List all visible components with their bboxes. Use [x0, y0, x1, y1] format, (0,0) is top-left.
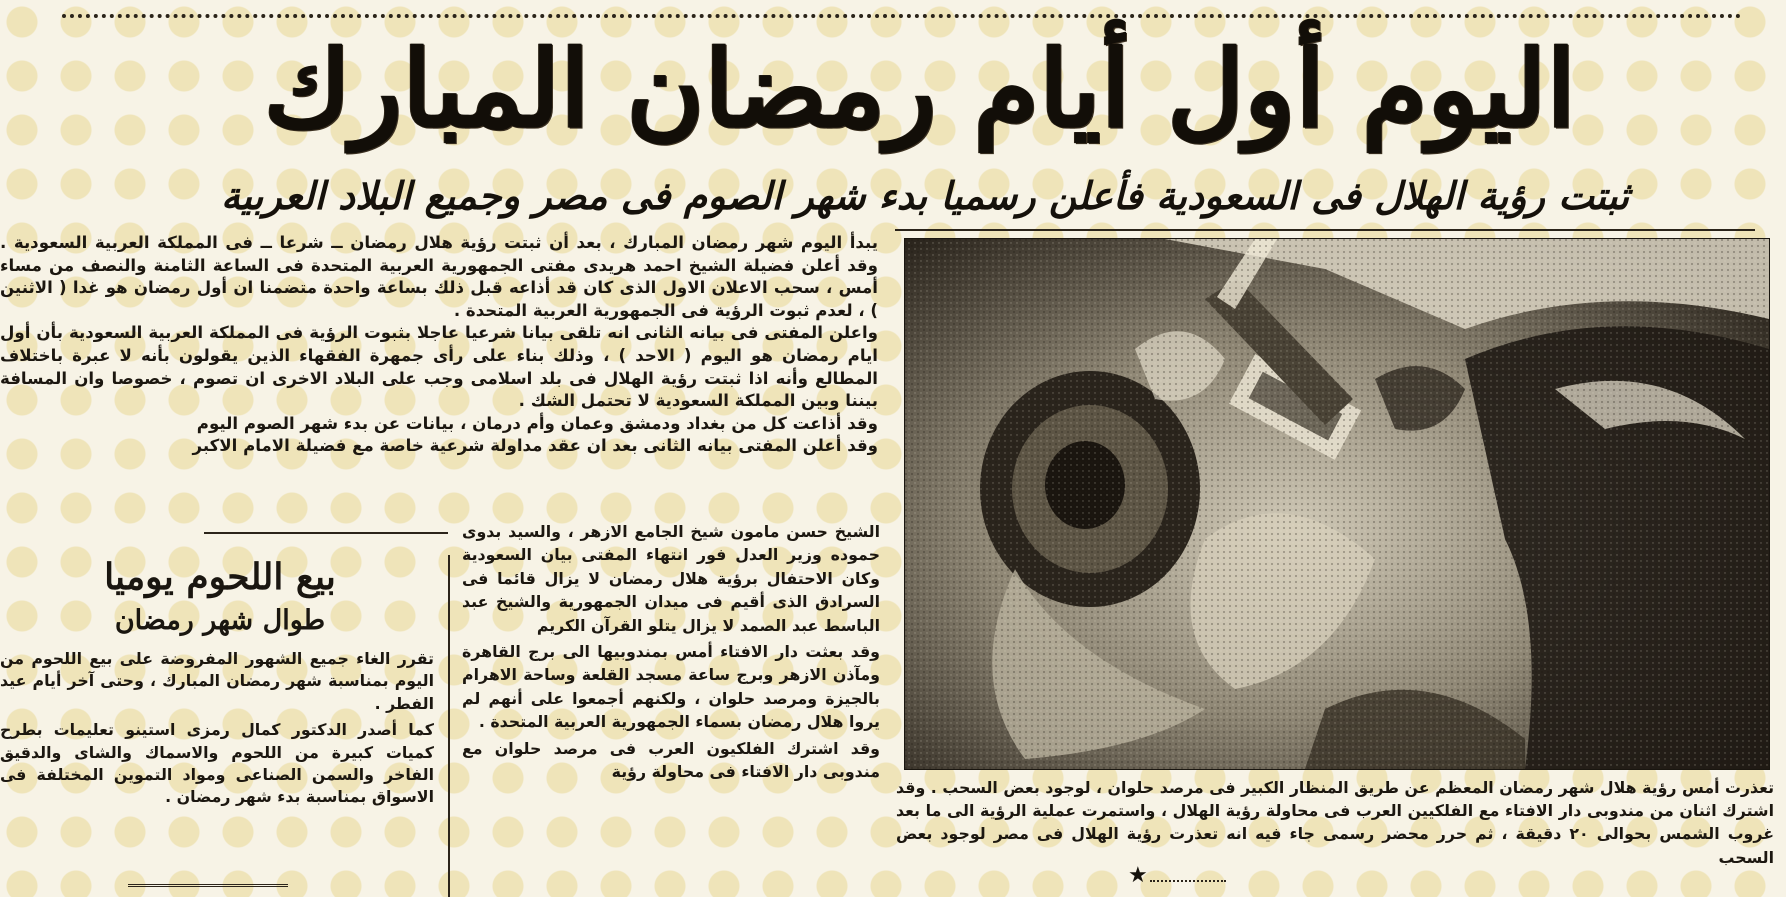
article-paragraph: وقد بعثت دار الافتاء أمس بمندوبيها الى برج القاهرة ومآذن الازهر وبرج ساعة مسجد القلعة وساحة الاهرام بالجيزة ومرصد حلوان ، ولكنهم أجمعوا على أنهم لم يروا هلال رمضان بسماء الجمهورية العربية المتحدة . — [462, 642, 880, 732]
sidebar-paragraph: كما أصدر الدكتور كمال رمزى استينو تعليمات بطرح كميات كبيرة من اللحوم والاسماك والشاى والدقيق الفاخر والسمن الصناعى ومواد التموين المختلفة فى الاسواق بمناسبة بدء شهر رمضان . — [0, 720, 434, 807]
caption-line: تعذرت أمس رؤية هلال شهر رمضان المعظم عن طريق المنظار الكبير فى مرصد حلوان ، لوجود بعض السحب . وقد اشترك اثنان من مندوبى دار الافتاء مع الفلكيين العرب فى محاولة رؤية الهلال ، — [896, 778, 1775, 821]
end-dotted-rule — [1150, 880, 1226, 882]
caption-line: واستمرت عملية الرؤية الى ما بعد غروب الشمس بحوالى ٢٠ دقيقة ، ثم حرر محضر رسمى جاء فيه انه تعذرت رؤية الهلال فى مصر لوجود بعض السحب — [896, 801, 1774, 867]
lead-paragraph: واعلن المفتى فى بيانه الثانى انه تلقى بيانا شرعيا عاجلا بثبوت الرؤية فى المملكة العربية السعودية بأن أول ايام رمضان هو اليوم ( الاحد ) ، وذلك بناء على رأى جمهرة الفقهاء الذين يقولون بأنه لا عبرة باختلاف المطالع وأنه اذا ثبتت رؤية الهلال فى بلد اسلامى وجب على البلاد الاخرى ان تصوم ، خصوصا وان المسافة بيننا وبين المملكة السعودية لا تحتمل الشك . — [0, 323, 878, 411]
subheadline: ثبتت رؤية الهلال فى السعودية فأعلن رسميا بدء شهر الصوم فى مصر وجميع البلاد العربية — [220, 173, 1630, 218]
lead-paragraph: وقد أعلن المفتى بيانه الثانى بعد ان عقد مداولة شرعية خاصة مع فضيلة الامام الاكبر — [192, 436, 878, 456]
subheadline-rule — [895, 229, 1755, 231]
lead-paragraph: وقد أذاعت كل من بغداد ودمشق وعمان وأم درمان ، بيانات عن بدء شهر الصوم اليوم — [196, 413, 878, 433]
sidebar-bottom-rule — [128, 884, 288, 887]
article-continued-column — [462, 520, 880, 786]
sidebar-title: بيع اللحوم يوميا — [104, 556, 336, 598]
end-star-icon: ★ — [1128, 863, 1148, 888]
column-divider — [448, 555, 450, 897]
article-paragraph: الشيخ حسن مامون شيخ الجامع الازهر ، والسيد بدوى حموده وزير العدل فور انتهاء المفتى بيان السعودية وكان الاحتفال برؤية هلال رمضان لا يزال قائما فى السرادق الذى أقيم فى ميدان الجمهورية والشيخ عبد الباسط عبد الصمد لا يزال يتلو القرآن الكريم — [462, 522, 880, 635]
photo-illustration-icon — [905, 239, 1769, 769]
sidebar-article — [0, 648, 434, 813]
lead-article — [0, 232, 878, 458]
crescent-observer-photo — [904, 238, 1770, 770]
sidebar-top-rule — [204, 532, 448, 534]
photo-caption — [896, 776, 1774, 869]
lead-paragraph: يبدأ اليوم شهر رمضان المبارك ، بعد أن ثبتت رؤية هلال رمضان ــ شرعا ــ فى المملكة العربية السعودية . وقد أعلن فضيلة الشيخ احمد هريدى مفتى الجمهورية العربية المتحدة فى الساعة الثامنة والنصف من مساء أمس ، سحب الاعلان الاول الذى كان قد أذاعه قبل ذلك بساعة واحدة متضمنا ان أول رمضان هو غدا ( الاثنين ) ، لعدم ثبوت الرؤية فى الجمهورية العربية المتحدة . — [0, 233, 878, 320]
headline: اليوم أول أيام رمضان المبارك — [263, 26, 1577, 151]
top-dotted-rule — [62, 14, 1742, 18]
sidebar-paragraph: تقرر الغاء جميع الشهور المفروضة على بيع اللحوم من اليوم بمناسبة شهر رمضان المبارك ، وحتى آخر أيام عيد الفطر . — [0, 649, 434, 713]
article-paragraph: وقد اشترك الفلكيون العرب فى مرصد حلوان مع مندوبى دار الافتاء فى محاولة رؤية — [462, 738, 880, 782]
sidebar-subtitle: طوال شهر رمضان — [114, 605, 326, 636]
